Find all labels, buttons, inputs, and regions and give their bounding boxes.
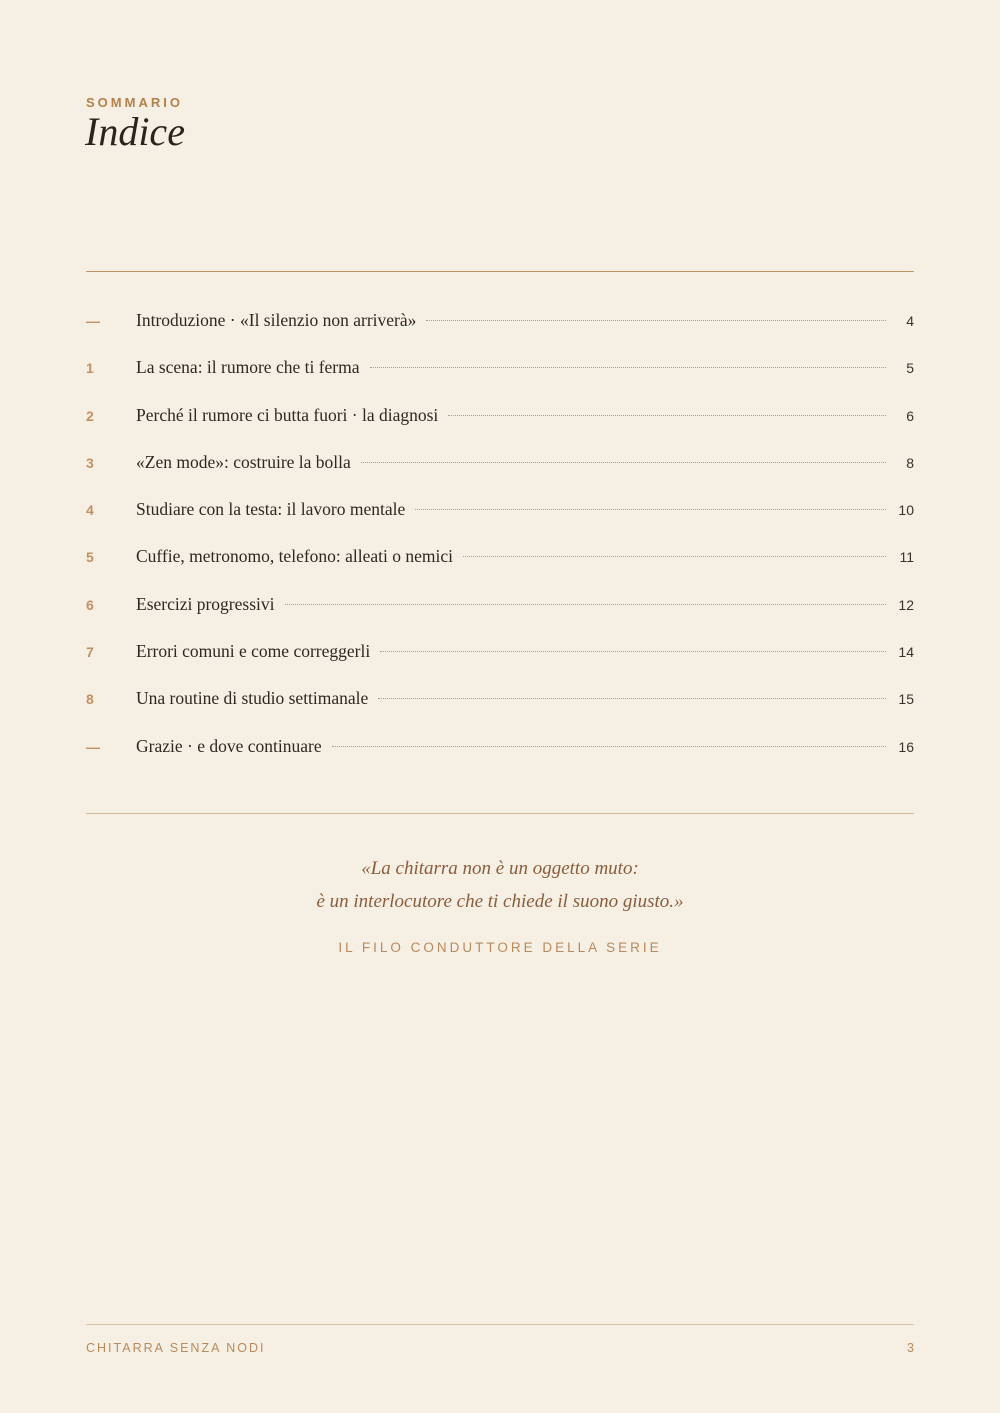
- dot-leader: [380, 651, 886, 652]
- toc-entry-number: 8: [86, 691, 94, 708]
- footer-series-title: CHITARRA SENZA NODI: [86, 1341, 266, 1355]
- toc-entry-1[interactable]: [86, 344, 914, 391]
- dot-leader: [285, 604, 887, 605]
- toc-entry-3[interactable]: [86, 439, 914, 486]
- quote-line-1: «La chitarra non è un oggetto muto:: [361, 858, 639, 879]
- toc-entry-number: 5: [86, 549, 94, 566]
- toc-entry-number: —: [86, 313, 100, 329]
- toc-entry-6[interactable]: [86, 581, 914, 628]
- dot-leader: [426, 320, 886, 321]
- toc-entry-page: 16: [898, 738, 914, 755]
- toc-entry-page: 11: [899, 549, 914, 566]
- quote-attribution: IL FILO CONDUTTORE DELLA SERIE: [338, 940, 662, 955]
- toc-entry-page: 5: [906, 360, 914, 377]
- pull-quote: [86, 852, 914, 918]
- toc-entry-number: 6: [86, 596, 94, 613]
- dot-leader: [415, 509, 886, 510]
- footer-page-number: 3: [907, 1341, 914, 1355]
- toc-entry-intro[interactable]: [86, 297, 914, 344]
- table-of-contents: [86, 297, 914, 770]
- toc-entry-8[interactable]: [86, 675, 914, 722]
- toc-entry-number: 3: [86, 454, 94, 471]
- dot-leader: [361, 462, 886, 463]
- toc-entry-number: 1: [86, 360, 94, 377]
- toc-entry-title: Errori comuni e come correggerli: [136, 641, 371, 662]
- toc-entry-number: 7: [86, 644, 94, 661]
- toc-entry-5[interactable]: [86, 533, 914, 580]
- toc-entry-title: Grazie · e dove continuare: [136, 735, 322, 756]
- toc-entry-page: 14: [898, 644, 914, 661]
- toc-entry-title: La scena: il rumore che ti ferma: [136, 357, 360, 378]
- dot-leader: [378, 698, 886, 699]
- toc-entry-page: 12: [898, 596, 914, 613]
- top-divider: [86, 271, 914, 272]
- dot-leader: [448, 415, 886, 416]
- toc-entry-page: 15: [898, 691, 914, 708]
- toc-entry-title: Cuffie, metronomo, telefono: alleati o nemici: [136, 546, 454, 567]
- toc-entry-7[interactable]: [86, 628, 914, 675]
- dot-leader: [463, 556, 886, 557]
- toc-entry-title: Introduzione · «Il silenzio non arriverà»: [136, 310, 417, 330]
- toc-entry-title: Perché il rumore ci butta fuori · la diagnosi: [136, 404, 439, 425]
- toc-entry-2[interactable]: [86, 392, 914, 439]
- toc-entry-number: —: [86, 738, 100, 755]
- toc-entry-title: Studiare con la testa: il lavoro mentale: [136, 499, 406, 520]
- toc-entry-number: 4: [86, 502, 94, 519]
- page-title: Indice: [85, 109, 185, 154]
- footer-divider: [86, 1324, 914, 1325]
- dot-leader: [370, 367, 886, 368]
- toc-entry-title: Esercizi progressivi: [136, 593, 275, 614]
- toc-entry-page: 4: [906, 313, 914, 329]
- toc-entry-page: 10: [898, 502, 914, 519]
- toc-entry-title: «Zen mode»: costruire la bolla: [136, 451, 351, 472]
- toc-entry-outro[interactable]: [86, 723, 914, 770]
- middle-divider: [86, 813, 914, 814]
- section-eyebrow: SOMMARIO: [86, 95, 183, 110]
- toc-entry-page: 6: [906, 407, 914, 424]
- quote-line-2: è un interlocutore che ti chiede il suono giusto.»: [316, 891, 684, 912]
- toc-entry-4[interactable]: [86, 486, 914, 533]
- toc-entry-number: 2: [86, 407, 94, 424]
- toc-entry-title: Una routine di studio settimanale: [136, 688, 369, 709]
- toc-entry-page: 8: [906, 454, 914, 471]
- dot-leader: [332, 746, 886, 747]
